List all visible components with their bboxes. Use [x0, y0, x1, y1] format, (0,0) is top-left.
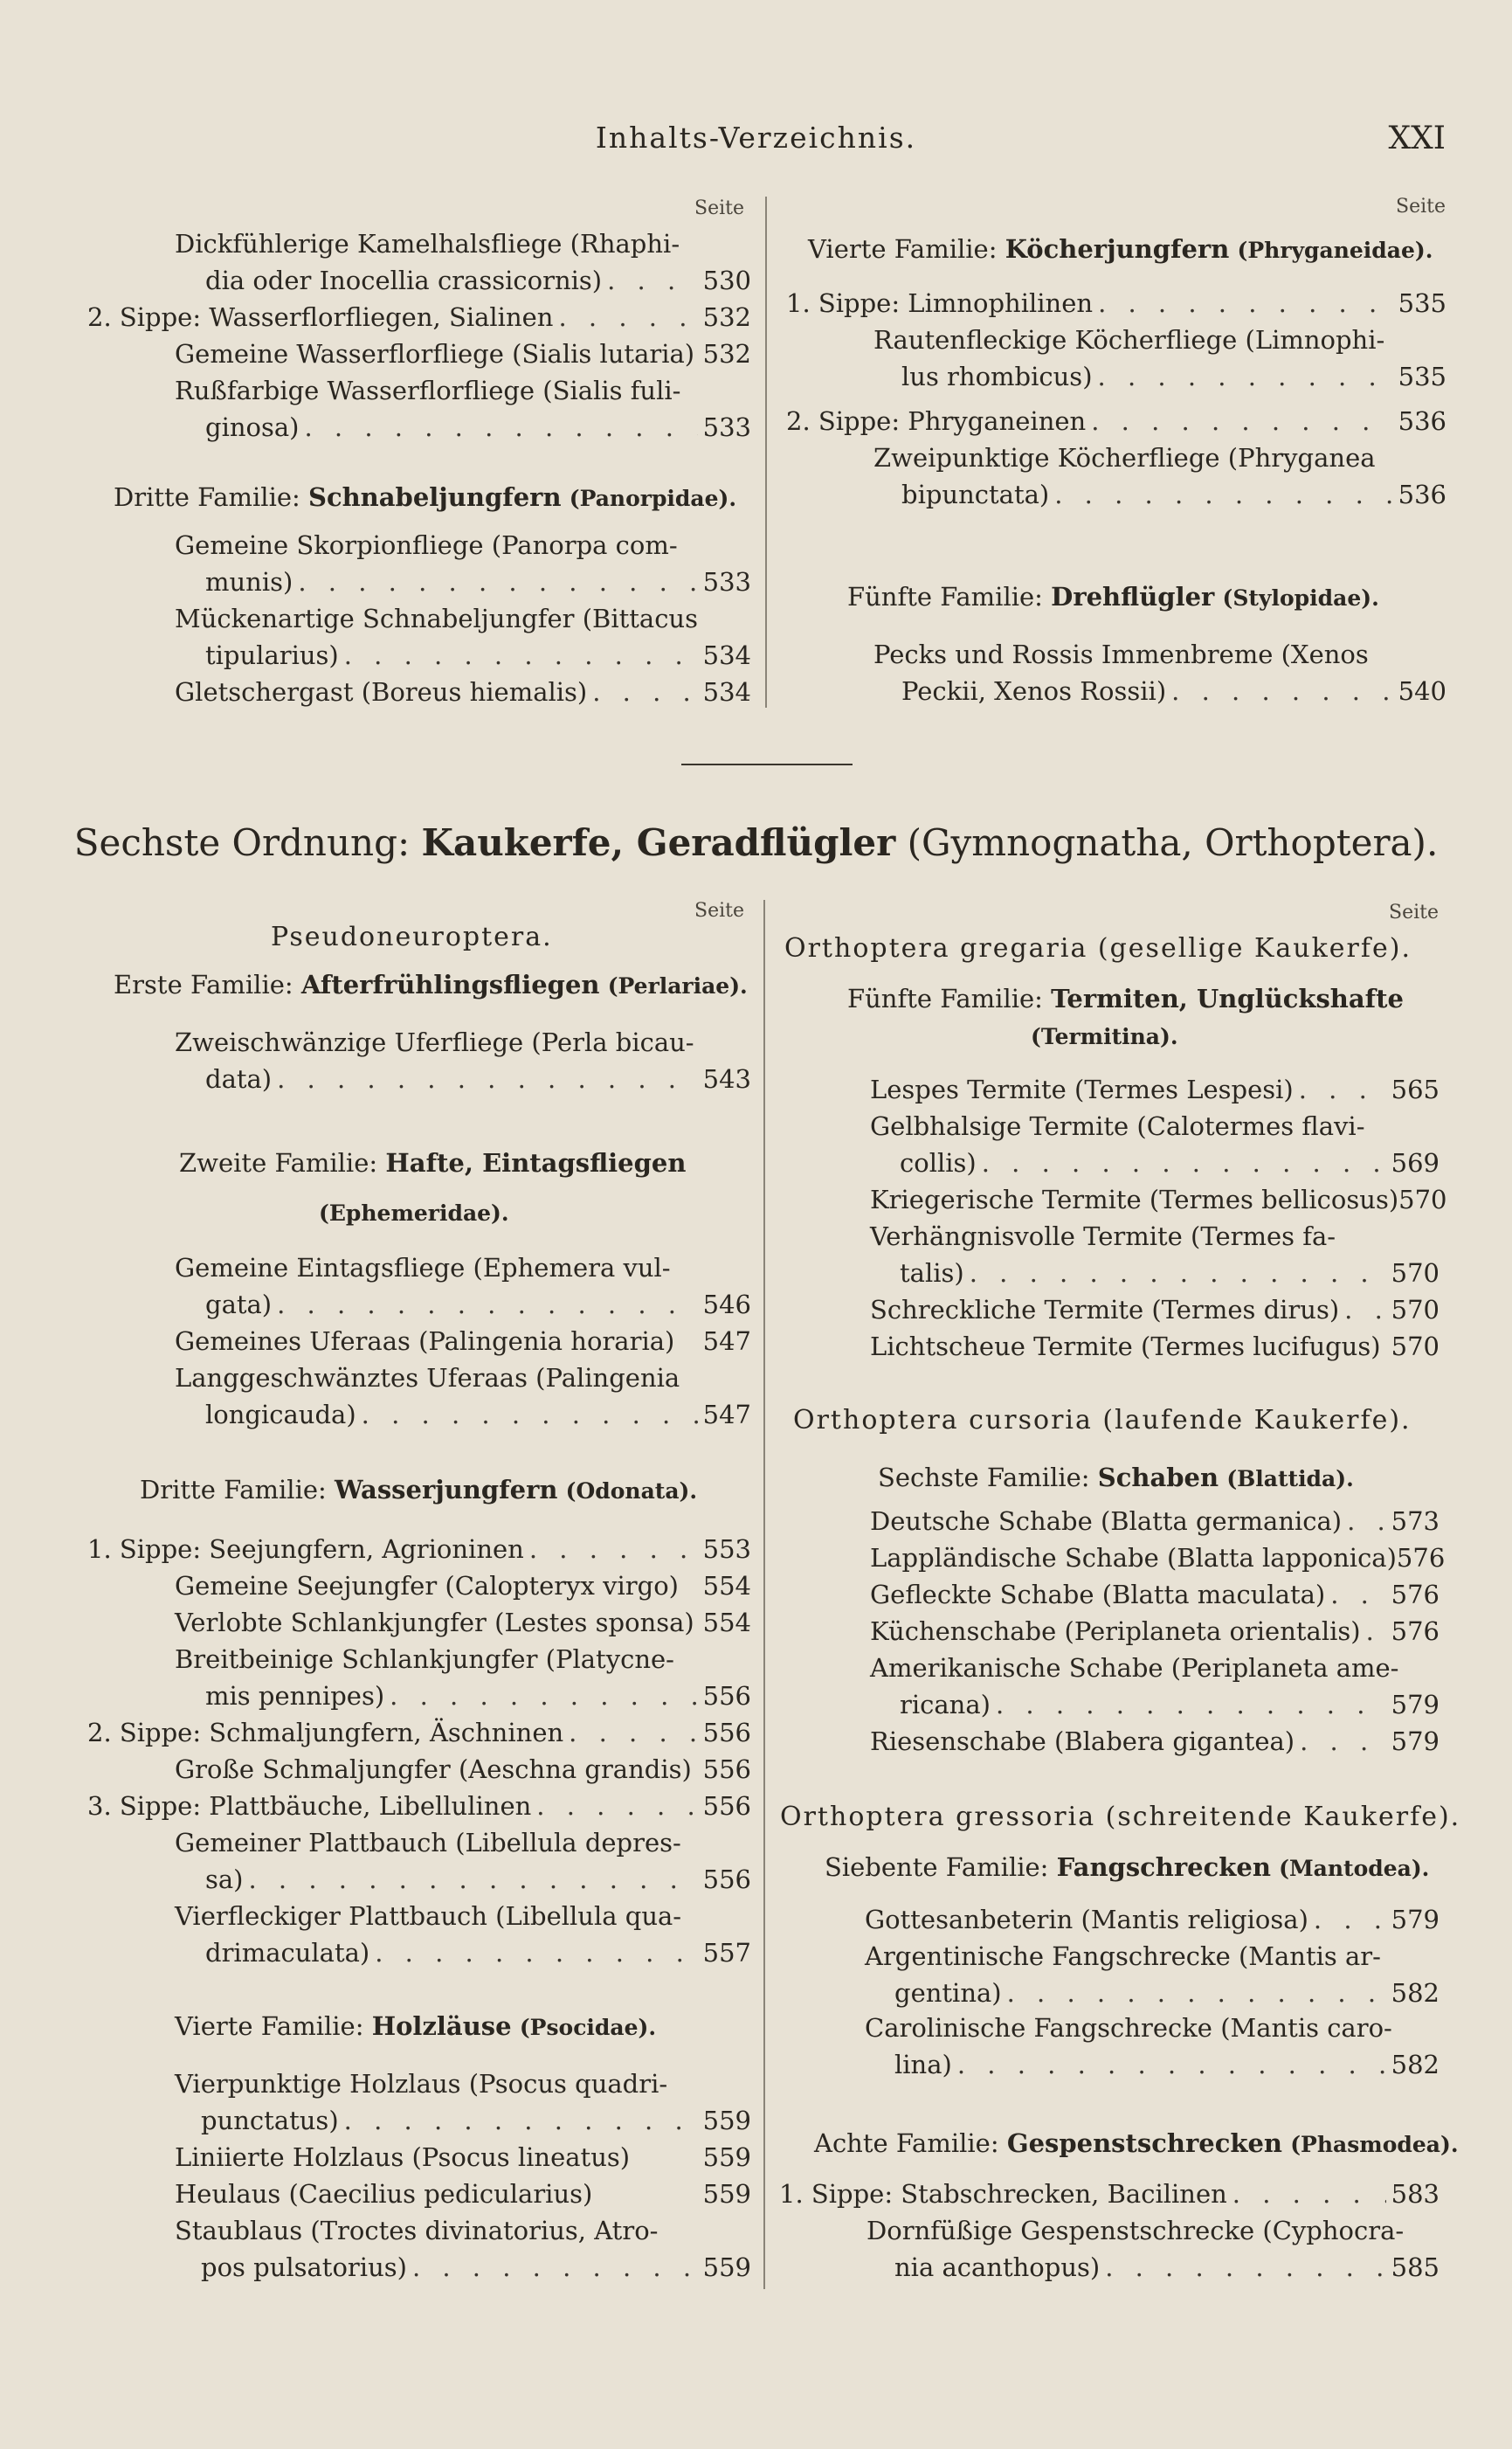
page-ref: 535: [1398, 362, 1446, 391]
family-prefix: Dritte Familie:: [140, 1475, 327, 1505]
entry-text: Zweischwänzige Uferfliege (Perla bicau-: [175, 1027, 694, 1057]
page-ref: 546: [702, 1290, 751, 1319]
entry-text: Gelbhalsige Termite (Calotermes flavi-: [870, 1111, 1365, 1141]
page-ref: 536: [1398, 406, 1446, 436]
page-ref: 543: [702, 1064, 751, 1094]
page-ref: 570: [1398, 1185, 1447, 1214]
entry-text: 1. Sippe: Seejungfern, Agrioninen: [87, 1534, 524, 1564]
entry-text: Breitbeinige Schlankjungfer (Platycne-: [175, 1644, 674, 1674]
order-title: [0, 821, 1512, 864]
toc-entry: [786, 1328, 1440, 1365]
leader-dots: [957, 2046, 1386, 2083]
order-name: Kaukerfe, Geradflügler: [421, 821, 896, 864]
family-prefix: Achte Familie:: [814, 2128, 999, 2158]
page-ref: 535: [1398, 288, 1446, 318]
page-ref: 547: [702, 1400, 751, 1429]
family-heading: [847, 984, 1404, 1013]
page-ref: 576: [1391, 1616, 1440, 1646]
entry-text: gentina): [894, 1978, 1002, 2008]
page-ref: 559: [702, 2142, 751, 2172]
entry-text: Verhängnisvolle Termite (Termes fa-: [870, 1221, 1336, 1251]
leader-dots: [1347, 1503, 1386, 1539]
page-ref: 534: [702, 640, 751, 670]
leader-dots: [529, 1531, 698, 1567]
leader-dots: [1054, 476, 1392, 513]
page-ref: 540: [1398, 676, 1446, 706]
page-ref: 556: [702, 1864, 751, 1894]
seite-label: Seite: [694, 197, 744, 219]
entry-text: Deutsche Schabe (Blatta germanica): [870, 1506, 1343, 1536]
leader-dots: [1232, 2176, 1386, 2212]
toc-entry: [786, 1613, 1440, 1650]
entry-text: Gottesanbeterin (Mantis religiosa): [865, 1905, 1308, 1934]
toc-entry: [87, 600, 751, 674]
toc-entry: [786, 1901, 1440, 1938]
page-ref: 576: [1391, 1580, 1440, 1609]
toc-entry: [87, 1024, 751, 1097]
family-latin: (Perlariae).: [607, 973, 748, 999]
toc-entry: [786, 439, 1446, 513]
family-prefix: Erste Familie:: [114, 970, 293, 1000]
leader-dots: [304, 409, 697, 446]
family-prefix: Siebente Familie:: [825, 1852, 1049, 1882]
page-ref: 557: [702, 1938, 751, 1968]
family-prefix: Fünfte Familie:: [847, 984, 1043, 1013]
entry-text: bipunctata): [901, 480, 1050, 509]
toc-entry: [87, 1751, 751, 1788]
toc-entry: [87, 299, 751, 336]
page-ref: 533: [702, 412, 751, 442]
entry-text: Große Schmaljungfer (Aeschna grandis): [175, 1754, 692, 1784]
entry-text: Liniierte Holzlaus (Psocus lineatus): [175, 2142, 631, 2172]
toc-entry: [87, 1604, 751, 1641]
page-ref: 585: [1391, 2252, 1440, 2282]
page-number: XXI: [1388, 121, 1446, 156]
running-head: [0, 121, 1512, 164]
page-ref: 576: [1396, 1543, 1446, 1573]
toc-entry: [786, 1503, 1440, 1539]
toc-entry: [87, 1824, 751, 1898]
entry-text: sa): [205, 1864, 244, 1894]
entry-text: Carolinische Fangschrecke (Mantis caro-: [865, 2013, 1392, 2043]
leader-dots: [996, 1686, 1386, 1723]
entry-text: mis pennipes): [205, 1681, 385, 1711]
family-heading: [175, 2011, 656, 2041]
family-heading: [825, 1852, 1429, 1882]
family-name: Schaben: [1097, 1463, 1219, 1492]
toc-entry: [786, 1576, 1440, 1613]
page-ref: 534: [702, 677, 751, 707]
page-ref: 556: [702, 1681, 751, 1711]
leader-dots: [1300, 1723, 1386, 1760]
page-ref: 569: [1391, 1148, 1440, 1178]
entry-text: data): [205, 1064, 273, 1094]
entry-text: Küchenschabe (Periplaneta orientalis): [870, 1616, 1361, 1646]
entry-text: tipularius): [205, 640, 339, 670]
leader-dots: [344, 637, 698, 674]
family-heading: [179, 1148, 686, 1178]
leader-dots: [1299, 1071, 1386, 1108]
page-ref: 547: [702, 1326, 751, 1356]
page-ref: 532: [702, 302, 751, 332]
entry-text: Schreckliche Termite (Termes dirus): [870, 1295, 1340, 1325]
leader-dots: [592, 674, 697, 710]
entry-text: Gemeines Uferaas (Palingenia horaria): [175, 1326, 675, 1356]
leader-dots: [344, 2102, 698, 2139]
entry-text: 3. Sippe: Plattbäuche, Libellulinen: [87, 1791, 532, 1821]
family-name: Holzläuse: [371, 2011, 512, 2041]
leader-dots: [1171, 673, 1393, 709]
family-heading: [878, 1463, 1354, 1492]
entry-text: munis): [205, 567, 293, 597]
family-latin: (Phryganeidae).: [1237, 238, 1433, 263]
seite-label: Seite: [1396, 196, 1446, 218]
entry-text: Rußfarbige Wasserflorfliege (Sialis fuli-: [175, 376, 681, 405]
entry-text: Gemeine Skorpionfliege (Panorpa com-: [175, 530, 678, 560]
toc-entry: [786, 1723, 1440, 1760]
page-ref: 553: [702, 1534, 751, 1564]
entry-text: Heulaus (Caecilius pedicularius): [175, 2179, 593, 2209]
family-heading: [114, 970, 748, 1000]
family-latin: (Psocidae).: [519, 2015, 657, 2040]
page-ref: 554: [702, 1571, 751, 1601]
toc-entry: [87, 225, 751, 299]
family-latin: (Stylopidae).: [1222, 585, 1379, 611]
family-latin-line: [319, 1197, 509, 1227]
family-prefix: Fünfte Familie:: [847, 582, 1043, 612]
toc-entry: [786, 1108, 1440, 1181]
entry-text: Gemeine Seejungfer (Calopteryx virgo): [175, 1571, 679, 1601]
page-ref: 532: [702, 339, 751, 369]
subgroup-heading: Orthoptera cursoria (laufende Kaukerfe).: [793, 1405, 1412, 1436]
entry-text: Lespes Termite (Termes Lespesi): [870, 1075, 1294, 1104]
leader-dots: [1330, 1576, 1385, 1613]
toc-entry: [87, 1359, 751, 1433]
page-ref: 583: [1391, 2179, 1440, 2209]
family-latin: (Blattida).: [1226, 1466, 1354, 1491]
toc-entry: [87, 2139, 751, 2176]
entry-text: longicauda): [205, 1400, 356, 1429]
page-ref: 579: [1391, 1726, 1440, 1756]
toc-entry: [786, 403, 1446, 439]
entry-text: Dornfüßige Gespenstschrecke (Cyphocra-: [866, 2216, 1405, 2245]
entry-text: Langgeschwänztes Uferaas (Palingenia: [175, 1363, 680, 1393]
entry-text: Riesenschabe (Blabera gigantea): [870, 1726, 1295, 1756]
entry-text: pos pulsatorius): [201, 2252, 407, 2282]
seite-label: Seite: [1389, 902, 1439, 924]
entry-text: Gemeine Wasserflorfliege (Sialis lutaria): [175, 339, 695, 369]
family-prefix: Dritte Familie:: [114, 482, 300, 512]
order-latin: (Gymnognatha, Orthoptera).: [907, 821, 1439, 864]
family-prefix: Sechste Familie:: [878, 1463, 1090, 1492]
leader-dots: [569, 1714, 697, 1751]
leader-dots: [607, 262, 698, 299]
entry-text: Gemeine Eintagsfliege (Ephemera vul-: [175, 1253, 671, 1283]
toc-entry: [87, 1641, 751, 1714]
page-ref: 530: [702, 266, 751, 295]
leader-dots: [1105, 2249, 1385, 2286]
family-heading: [814, 2128, 1459, 2158]
entry-text: gata): [205, 1290, 273, 1319]
toc-entry: [786, 636, 1446, 709]
toc-entry: [87, 674, 751, 710]
toc-entry: [786, 2010, 1440, 2083]
entry-text: Vierpunktige Holzlaus (Psocus quadri-: [175, 2069, 668, 2099]
toc-entry: [87, 336, 751, 372]
toc-entry: [786, 285, 1446, 322]
page-ref: 582: [1391, 1978, 1440, 2008]
family-name: Termiten, Unglückshafte: [1051, 984, 1405, 1013]
family-name: Drehflügler: [1051, 582, 1215, 612]
entry-text: Verlobte Schlankjungfer (Lestes sponsa): [175, 1608, 694, 1637]
entry-text: Zweipunktige Köcherfliege (Phryganea: [873, 443, 1376, 473]
page-ref: 579: [1391, 1690, 1440, 1719]
leader-dots: [1098, 358, 1393, 395]
entry-text: 1. Sippe: Stabschrecken, Bacilinen: [779, 2179, 1227, 2209]
leader-dots: [1091, 403, 1392, 439]
entry-text: Gemeiner Plattbauch (Libellula depres-: [175, 1828, 681, 1858]
family-heading: [140, 1475, 697, 1505]
entry-text: Pecks und Rossis Immenbreme (Xenos: [873, 640, 1369, 669]
toc-entry: [786, 1181, 1447, 1218]
seite-label: Seite: [694, 900, 744, 922]
entry-text: ginosa): [205, 412, 300, 442]
entry-text: Mückenartige Schnabeljungfer (Bittacus: [175, 604, 698, 633]
entry-text: lina): [894, 2050, 952, 2079]
family-prefix: Vierte Familie:: [175, 2011, 364, 2041]
family-name: Afterfrühlingsfliegen: [300, 970, 600, 1000]
entry-text: Lichtscheue Termite (Termes lucifugus): [870, 1332, 1381, 1361]
toc-entry: [786, 1938, 1440, 2011]
leader-dots: [536, 1788, 697, 1824]
leader-dots: [298, 564, 697, 600]
leader-dots: [1314, 1901, 1386, 1938]
family-name: Wasserjungfern: [335, 1475, 558, 1505]
leader-dots: [362, 1396, 698, 1433]
toc-entry: [87, 1567, 751, 1604]
family-prefix: Zweite Familie:: [179, 1148, 378, 1178]
leader-dots: [1007, 1975, 1386, 2011]
family-heading: [847, 582, 1379, 612]
subgroup-heading: Orthoptera gressoria (schreitende Kaukerfe).: [780, 1802, 1461, 1832]
entry-text: talis): [900, 1258, 964, 1288]
leader-dots: [970, 1255, 1386, 1291]
leader-dots: [1366, 1613, 1386, 1650]
toc-entry: [87, 527, 751, 600]
family-name: Hafte, Eintagsfliegen: [385, 1148, 687, 1178]
toc-entry: [779, 2212, 1440, 2286]
family-latin: (Phasmodea).: [1290, 2132, 1459, 2157]
page-ref: 559: [702, 2179, 751, 2209]
page-ref: 533: [702, 567, 751, 597]
leader-dots: [1098, 285, 1393, 322]
leader-dots: [412, 2249, 698, 2286]
page-ref: 573: [1391, 1506, 1440, 1536]
toc-entry: [87, 372, 751, 446]
toc-entry: [87, 1323, 751, 1359]
leader-dots: [277, 1061, 698, 1097]
entry-text: punctatus): [201, 2106, 339, 2135]
toc-entry: [87, 2212, 751, 2286]
page-ref: 565: [1391, 1075, 1440, 1104]
toc-entry: [87, 1714, 751, 1751]
family-latin-line: [1031, 1020, 1178, 1050]
page-ref: 536: [1398, 480, 1446, 509]
entry-text: Gefleckte Schabe (Blatta maculata): [870, 1580, 1326, 1609]
toc-entry: [786, 322, 1446, 395]
toc-entry: [87, 1788, 751, 1824]
order-prefix: Sechste Ordnung:: [73, 821, 411, 864]
page-ref: 559: [702, 2252, 751, 2282]
page-ref: 554: [702, 1608, 751, 1637]
subgroup-heading: Orthoptera gregaria (gesellige Kaukerfe).: [784, 933, 1412, 964]
entry-text: Gletschergast (Boreus hiemalis): [175, 677, 588, 707]
leader-dots: [1344, 1291, 1385, 1328]
entry-text: Lappländische Schabe (Blatta lapponica): [870, 1543, 1397, 1573]
toc-entry: [786, 1291, 1440, 1328]
entry-text: Peckii, Xenos Rossii): [901, 676, 1167, 706]
family-name: Fangschrecken: [1056, 1852, 1271, 1882]
entry-text: collis): [900, 1148, 977, 1178]
running-title: Inhalts-Verzeichnis.: [595, 121, 917, 155]
entry-text: Kriegerische Termite (Termes bellicosus): [870, 1185, 1399, 1214]
entry-text: lus rhombicus): [901, 362, 1093, 391]
toc-entry: [87, 1249, 751, 1323]
toc-entry: [786, 1539, 1446, 1576]
toc-entry: [87, 2065, 751, 2139]
family-latin: (Odonata).: [565, 1478, 698, 1504]
page-ref: 570: [1391, 1258, 1440, 1288]
toc-entry: [786, 1650, 1440, 1723]
family-latin: (Mantodea).: [1279, 1856, 1430, 1881]
column-rule: [763, 900, 765, 2289]
entry-text: ricana): [900, 1690, 991, 1719]
family-latin: (Termitina).: [1031, 1024, 1178, 1049]
family-prefix: Vierte Familie:: [808, 234, 998, 264]
family-latin: (Panorpidae).: [569, 486, 737, 511]
section-divider: [681, 764, 853, 765]
toc-entry: [87, 1898, 751, 1971]
toc-entry: [779, 2176, 1440, 2212]
page-ref: 556: [702, 1718, 751, 1747]
entry-text: Vierfleckiger Plattbauch (Libellula qua-: [175, 1901, 682, 1931]
entry-text: 2. Sippe: Phryganeinen: [786, 406, 1087, 436]
page-ref: 559: [702, 2106, 751, 2135]
entry-text: Argentinische Fangschrecke (Mantis ar-: [865, 1941, 1381, 1971]
entry-text: Staublaus (Troctes divinatorius, Atro-: [175, 2216, 659, 2245]
leader-dots: [249, 1861, 698, 1898]
entry-text: Dickfühlerige Kamelhalsfliege (Rhaphi-: [175, 229, 680, 259]
page-ref: 579: [1391, 1905, 1440, 1934]
family-name: Schnabeljungfern: [308, 482, 562, 512]
entry-text: 1. Sippe: Limnophilinen: [786, 288, 1094, 318]
family-name: Köcherjungfern: [1005, 234, 1230, 264]
page-ref: 582: [1391, 2050, 1440, 2079]
leader-dots: [982, 1145, 1386, 1181]
family-name: Gespenstschrecken: [1006, 2128, 1282, 2158]
leader-dots: [558, 299, 697, 336]
entry-text: dia oder Inocellia crassicornis): [205, 266, 603, 295]
family-latin: (Ephemeridae).: [319, 1200, 509, 1226]
leader-dots: [375, 1934, 697, 1971]
family-heading: [114, 482, 736, 512]
toc-entry: [87, 1531, 751, 1567]
column-rule: [765, 197, 767, 708]
leader-dots: [277, 1286, 698, 1323]
page-ref: 556: [702, 1754, 751, 1784]
entry-text: 2. Sippe: Schmaljungfern, Äschninen: [87, 1718, 564, 1747]
toc-entry: [786, 1071, 1440, 1108]
toc-entry: [87, 2176, 751, 2212]
subgroup-heading: Pseudoneuroptera.: [271, 922, 553, 952]
entry-text: drimaculata): [205, 1938, 370, 1968]
page-ref: 570: [1391, 1332, 1440, 1361]
entry-text: Rautenfleckige Köcherfliege (Limnophi-: [873, 325, 1385, 355]
entry-text: Amerikanische Schabe (Periplaneta ame-: [870, 1653, 1399, 1683]
toc-entry: [786, 1218, 1440, 1291]
entry-text: nia acanthopus): [894, 2252, 1101, 2282]
leader-dots: [390, 1678, 697, 1714]
page-ref: 570: [1391, 1295, 1440, 1325]
entry-text: 2. Sippe: Wasserflorfliegen, Sialinen: [87, 302, 554, 332]
family-heading: [808, 234, 1433, 264]
page-ref: 556: [702, 1791, 751, 1821]
